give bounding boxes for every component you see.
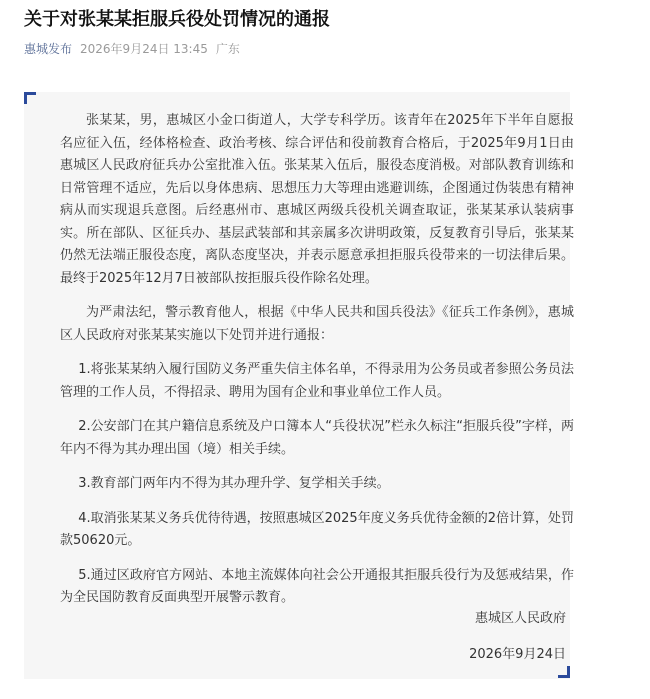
source-account-link[interactable]: 惠城发布 bbox=[24, 42, 73, 56]
body-paragraph-incident: 张某某，男，惠城区小金口街道人，大学专科学历。该青年在2025年下半年自愿报名应征入伍，经体格检查、政治考核、综合评估和役前教育合格后，于2025年9月1日由惠城区人民政府征兵办公室批准入伍。张某某入伍后，服役态度消极。对部队教育训练和日常管理不适应，先后以身体患病、思想压力大等理由逃避训练，企图通过伪装患有精神病从而实现退兵意图。后经惠州市、惠城区两级兵役机关调查取证，张某某承认装病事实。所在部队、区征兵办、基层武装部和其亲属多次讲明政策，反复教育引导后，张某某仍然无法端正服役态度，离队态度坚决，并表示愿意承担拒服兵役带来的一切法律后果。最终于2025年12月7日被部队按拒服兵役作除名处理。 bbox=[60, 113, 574, 286]
penalty-item-4: 4.取消张某某义务兵优待待遇，按照惠城区2025年度义务兵优待金额的2倍计算，处罚款50620元。 bbox=[60, 510, 574, 548]
penalty-item-1: 1.将张某某纳入履行国防义务严重失信主体名单，不得录用为公务员或者参照公务员法管理的工作人员，不得招录、聘用为国有企业和事业单位工作人员。 bbox=[60, 362, 574, 400]
article-title: 关于对张某某拒服兵役处罚情况的通报 bbox=[24, 9, 330, 30]
article-meta bbox=[24, 41, 240, 57]
penalty-item-5: 5.通过区政府官方网站、本地主流媒体向社会公开通报其拒服兵役行为及惩戒结果，作为全民国防教育反面典型开展警示教育。 bbox=[60, 567, 574, 605]
publish-datetime: 2026年9月24日 13:45 bbox=[80, 42, 208, 56]
publish-location: 广东 bbox=[215, 42, 240, 56]
penalty-item-3: 3.教育部门两年内不得为其办理升学、复学相关手续。 bbox=[78, 476, 390, 491]
signature-date: 2026年9月24日 bbox=[469, 647, 566, 662]
signature-org: 惠城区人民政府 bbox=[474, 611, 566, 626]
signature-block bbox=[469, 606, 566, 678]
article-body bbox=[60, 110, 574, 622]
corner-bracket-top-left-icon bbox=[24, 92, 36, 104]
penalty-item-2: 2.公安部门在其户籍信息系统及户口簿本人“兵役状况”栏永久标注“拒服兵役”字样，两年内不得为其办理出国（境）相关手续。 bbox=[60, 419, 574, 457]
body-paragraph-basis: 为严肃法纪，警示教育他人，根据《中华人民共和国兵役法》《征兵工作条例》，惠城区人民政府对张某某实施以下处罚并进行通报： bbox=[60, 305, 574, 343]
